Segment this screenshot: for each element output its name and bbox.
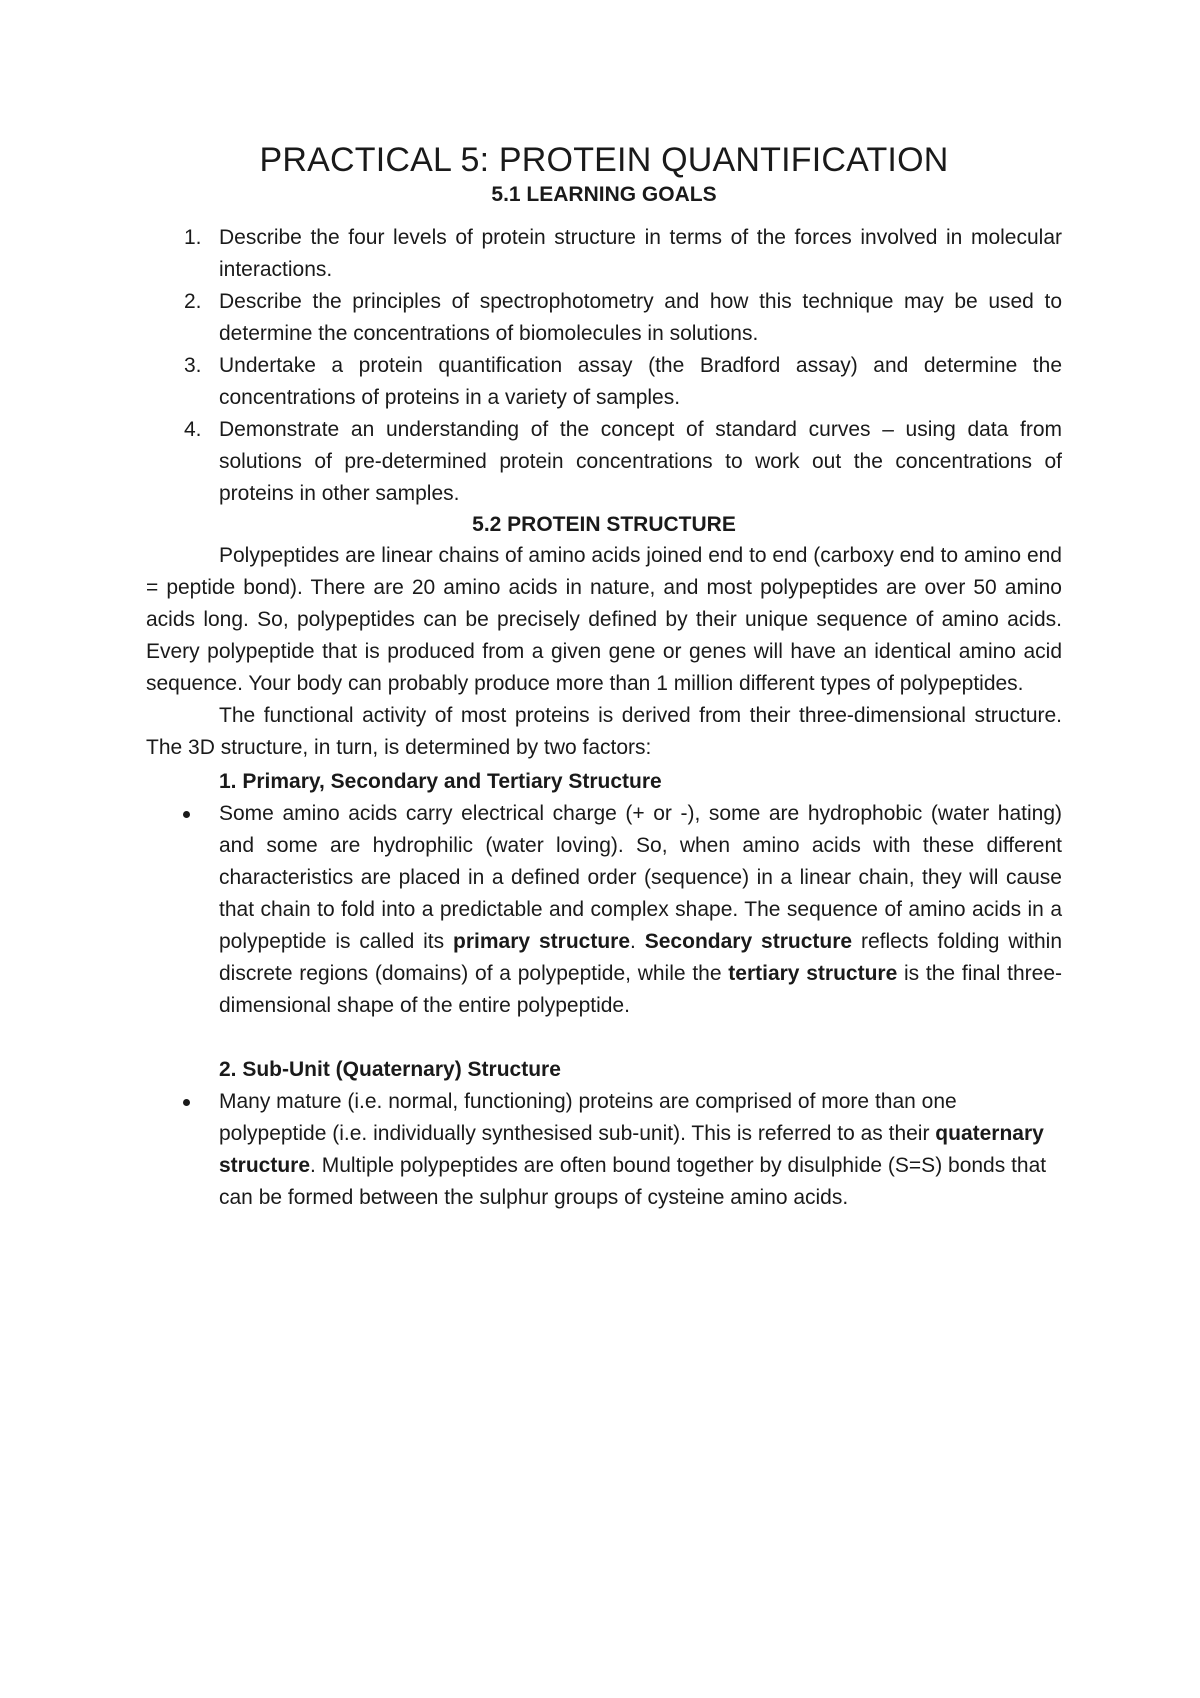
subheading-primary-secondary-tertiary: 1. Primary, Secondary and Tertiary Structure <box>219 770 662 793</box>
bullet-icon <box>183 1099 190 1106</box>
bullet-icon <box>183 811 190 818</box>
bold-term-quaternary-structure: quaternary structure <box>219 1122 1044 1177</box>
bullet-text: Some amino acids carry electrical charge (+ or -), some are hydrophobic (water hating) and some are hydrophilic (water loving). So, when amino acids with these different characteristics are placed in a defined order (sequence) in a linear chain, they will cause that chain to fold into a predictable and complex shape. The sequence of amino acids in a polypeptide is called its <box>219 802 1062 953</box>
list-item <box>146 222 1062 286</box>
subheading-quaternary-structure: 2. Sub-Unit (Quaternary) Structure <box>219 1058 561 1081</box>
section-heading-protein-structure: 5.2 PROTEIN STRUCTURE <box>472 513 736 536</box>
list-number: 1. <box>184 226 202 249</box>
bullet-text: reflects folding within discrete regions (domains) of a polypeptide, while the <box>219 930 1063 985</box>
bold-term-primary-structure: primary structure <box>453 930 631 953</box>
list-item-text: Undertake a protein quantification assay (the Bradford assay) and determine the concentrations of proteins in a variety of samples. <box>219 354 1062 409</box>
list-item-text: Describe the four levels of protein structure in terms of the forces involved in molecular interactions. <box>219 226 1062 281</box>
section-heading-learning-goals: 5.1 LEARNING GOALS <box>491 183 717 206</box>
bold-term-secondary-structure: Secondary structure <box>644 930 853 953</box>
list-item <box>146 286 1062 350</box>
list-number: 4. <box>184 418 202 441</box>
list-item-text: Demonstrate an understanding of the concept of standard curves – using data from solutions of pre-determined protein concentrations to work out the concentrations of proteins in other samples. <box>219 418 1062 505</box>
bullet-text: is the final three-dimensional shape of the entire polypeptide. <box>219 962 1062 1017</box>
list-item-text: Describe the principles of spectrophotometry and how this technique may be used to determine the concentrations of biomolecules in solutions. <box>219 290 1062 345</box>
bold-term-tertiary-structure: tertiary structure <box>728 962 898 985</box>
bullet-text: . <box>630 930 645 953</box>
learning-goals-list <box>146 222 1062 510</box>
paragraph-polypeptides: Polypeptides are linear chains of amino acids joined end to end (carboxy end to amino end = peptide bond). There are 20 amino acids in nature, and most polypeptides are over 50 amino acids long. So, polypeptides can be precisely defined by their unique sequence of amino acids. Every polypeptide that is produced from a given gene or genes will have an identical amino acid sequence. Your body can probably produce more than 1 million different types of polypeptides. <box>146 544 1062 695</box>
paragraph-functional-activity: The functional activity of most proteins is derived from their three-dimensional structure. The 3D structure, in turn, is determined by two factors: <box>146 704 1062 759</box>
list-number: 2. <box>184 290 202 313</box>
page-title: PRACTICAL 5: PROTEIN QUANTIFICATION <box>259 141 949 179</box>
list-item <box>146 350 1062 414</box>
list-item <box>146 414 1062 510</box>
bullet-item <box>146 798 1062 1022</box>
list-number: 3. <box>184 354 202 377</box>
bullet-item <box>146 1086 1062 1214</box>
bullet-text: Many mature (i.e. normal, functioning) proteins are comprised of more than one polypeptide (i.e. individually synthesised sub-unit). This is referred to as their <box>219 1090 957 1145</box>
bullet-text: . Multiple polypeptides are often bound together by disulphide (S=S) bonds that can be formed between the sulphur groups of cysteine amino acids. <box>219 1154 1047 1209</box>
